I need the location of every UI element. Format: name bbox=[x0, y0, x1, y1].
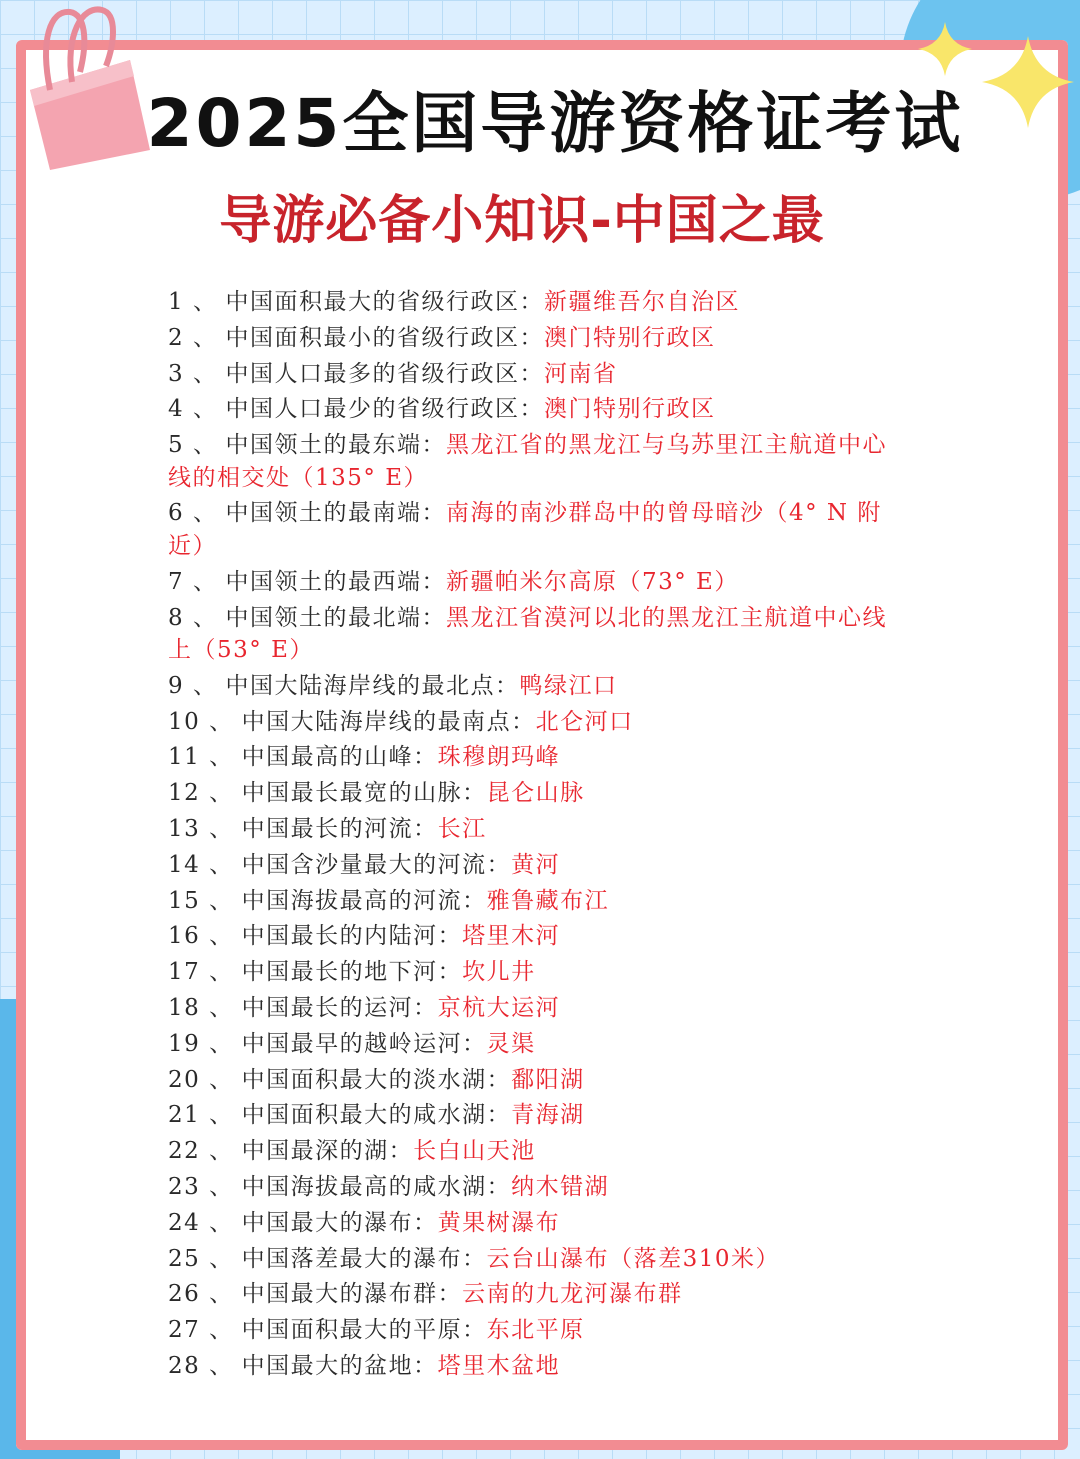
item-answer: 澳门特别行政区 bbox=[543, 324, 716, 351]
list-item bbox=[168, 777, 888, 810]
item-number: 21 、 bbox=[168, 1102, 234, 1129]
item-number: 8 、 bbox=[168, 604, 218, 631]
list-item bbox=[168, 670, 888, 703]
item-question: 中国最大的盆地： bbox=[241, 1353, 438, 1380]
item-number: 26 、 bbox=[168, 1281, 234, 1308]
item-question: 中国领土的最西端： bbox=[225, 568, 446, 595]
item-answer: 纳木错湖 bbox=[511, 1174, 610, 1201]
list-item bbox=[168, 741, 888, 774]
item-question: 中国大陆海岸线的最南点： bbox=[241, 708, 536, 735]
item-question: 中国面积最大的平原： bbox=[241, 1317, 487, 1344]
item-question: 中国含沙量最大的河流： bbox=[241, 851, 512, 878]
list-item bbox=[168, 358, 888, 391]
item-answer: 昆仑山脉 bbox=[486, 780, 585, 807]
item-number: 12 、 bbox=[168, 780, 234, 807]
page-subtitle: 导游必备小知识-中国之最 bbox=[219, 191, 825, 251]
list-item bbox=[168, 1064, 888, 1097]
item-number: 27 、 bbox=[168, 1317, 234, 1344]
list-item bbox=[168, 1207, 888, 1240]
item-answer: 河南省 bbox=[543, 360, 618, 387]
list-item bbox=[168, 885, 888, 918]
item-answer: 长白山天池 bbox=[413, 1138, 536, 1165]
item-answer: 黑龙江省的黑龙江与乌苏里江主航道中心线的相交处（135° E） bbox=[168, 432, 887, 491]
list-item bbox=[168, 1243, 888, 1276]
item-number: 20 、 bbox=[168, 1066, 234, 1093]
list-item bbox=[168, 1171, 888, 1204]
item-question: 中国大陆海岸线的最北点： bbox=[225, 672, 520, 699]
item-answer: 黄河 bbox=[511, 851, 561, 878]
list-item bbox=[168, 1350, 888, 1383]
item-answer: 灵渠 bbox=[486, 1030, 536, 1057]
list-item bbox=[168, 602, 888, 667]
item-number: 14 、 bbox=[168, 851, 234, 878]
item-answer: 黑龙江省漠河以北的黑龙江主航道中心线上（53° E） bbox=[168, 604, 887, 664]
item-answer: 黄果树瀑布 bbox=[437, 1209, 561, 1236]
item-question: 中国面积最小的省级行政区： bbox=[225, 324, 544, 351]
item-question: 中国最长最宽的山脉： bbox=[241, 780, 487, 807]
list-item bbox=[168, 497, 888, 562]
item-question: 中国最早的越岭运河： bbox=[241, 1030, 487, 1057]
item-answer: 塔里木河 bbox=[462, 923, 561, 950]
item-number: 1 、 bbox=[168, 289, 218, 315]
item-question: 中国最高的山峰： bbox=[241, 744, 438, 771]
item-number: 18 、 bbox=[168, 995, 234, 1022]
item-answer: 塔里木盆地 bbox=[437, 1353, 561, 1380]
list-item bbox=[168, 1099, 888, 1132]
item-number: 28 、 bbox=[168, 1353, 234, 1380]
item-answer: 东北平原 bbox=[486, 1317, 585, 1344]
item-number: 15 、 bbox=[168, 887, 234, 914]
item-number: 17 、 bbox=[168, 959, 234, 986]
list-item bbox=[168, 1028, 888, 1061]
item-number: 4 、 bbox=[168, 396, 218, 423]
item-question: 中国最大的瀑布： bbox=[241, 1209, 438, 1236]
item-answer: 长江 bbox=[437, 816, 487, 843]
item-question: 中国最长的内陆河： bbox=[241, 923, 463, 950]
item-answer: 雅鲁藏布江 bbox=[486, 887, 610, 914]
item-question: 中国最深的湖： bbox=[241, 1138, 414, 1165]
item-number: 19 、 bbox=[168, 1030, 234, 1057]
item-question: 中国最长的河流： bbox=[241, 816, 438, 843]
list-item bbox=[168, 1278, 888, 1311]
item-number: 11 、 bbox=[168, 744, 234, 771]
item-question: 中国面积最大的咸水湖： bbox=[241, 1102, 512, 1129]
item-answer: 鸭绿江口 bbox=[519, 672, 618, 699]
item-question: 中国人口最多的省级行政区： bbox=[225, 360, 544, 387]
item-number: 3 、 bbox=[168, 360, 218, 387]
item-number: 22 、 bbox=[168, 1138, 234, 1165]
item-question: 中国落差最大的瀑布： bbox=[241, 1245, 487, 1272]
item-number: 16 、 bbox=[168, 923, 234, 950]
item-answer: 南海的南沙群岛中的曾母暗沙（4° N 附近） bbox=[168, 500, 882, 559]
item-number: 9 、 bbox=[168, 672, 218, 699]
item-question: 中国海拔最高的河流： bbox=[241, 887, 487, 914]
item-answer: 澳门特别行政区 bbox=[543, 396, 716, 423]
list-item bbox=[168, 1314, 888, 1347]
item-question: 中国最大的瀑布群： bbox=[241, 1281, 463, 1308]
list-item bbox=[168, 429, 888, 494]
item-question: 中国领土的最南端： bbox=[225, 500, 446, 527]
list-item bbox=[168, 286, 888, 319]
item-question: 中国海拔最高的咸水湖： bbox=[241, 1174, 512, 1201]
item-number: 7 、 bbox=[168, 568, 218, 595]
item-number: 25 、 bbox=[168, 1245, 234, 1272]
list-item bbox=[168, 956, 888, 989]
item-question: 中国面积最大的淡水湖： bbox=[241, 1066, 512, 1093]
item-question: 中国人口最少的省级行政区： bbox=[225, 396, 544, 423]
item-question: 中国领土的最东端： bbox=[225, 432, 446, 459]
page-title: 2025全国导游资格证考试 bbox=[146, 85, 964, 162]
item-answer: 鄱阳湖 bbox=[511, 1066, 585, 1093]
item-question: 中国面积最大的省级行政区： bbox=[225, 289, 544, 315]
item-number: 24 、 bbox=[168, 1209, 234, 1236]
list-item bbox=[168, 849, 888, 882]
item-number: 6 、 bbox=[168, 500, 218, 527]
small-star-icon bbox=[918, 22, 972, 76]
item-answer: 坎儿井 bbox=[462, 959, 536, 986]
list-item bbox=[168, 322, 888, 355]
item-answer: 京杭大运河 bbox=[437, 995, 561, 1022]
item-number: 5 、 bbox=[168, 432, 218, 459]
list-item bbox=[168, 992, 888, 1025]
item-answer: 珠穆朗玛峰 bbox=[437, 744, 561, 771]
item-question: 中国最长的运河： bbox=[241, 995, 438, 1022]
item-number: 13 、 bbox=[168, 816, 234, 843]
item-answer: 新疆维吾尔自治区 bbox=[543, 289, 740, 315]
list-item bbox=[168, 1135, 888, 1168]
facts-list bbox=[168, 286, 888, 1386]
item-answer: 云台山瀑布（落差310米） bbox=[486, 1245, 780, 1272]
item-question: 中国最长的地下河： bbox=[241, 959, 463, 986]
list-item bbox=[168, 706, 888, 739]
item-answer: 新疆帕米尔高原（73° E） bbox=[445, 568, 739, 595]
item-answer: 北仑河口 bbox=[535, 708, 634, 735]
item-number: 23 、 bbox=[168, 1174, 234, 1201]
item-answer: 青海湖 bbox=[511, 1102, 585, 1129]
list-item bbox=[168, 813, 888, 846]
item-answer: 云南的九龙河瀑布群 bbox=[462, 1281, 683, 1308]
item-number: 10 、 bbox=[168, 708, 234, 735]
item-number: 2 、 bbox=[168, 324, 218, 351]
list-item bbox=[168, 920, 888, 953]
list-item bbox=[168, 393, 888, 426]
list-item bbox=[168, 566, 888, 599]
item-question: 中国领土的最北端： bbox=[225, 604, 446, 631]
